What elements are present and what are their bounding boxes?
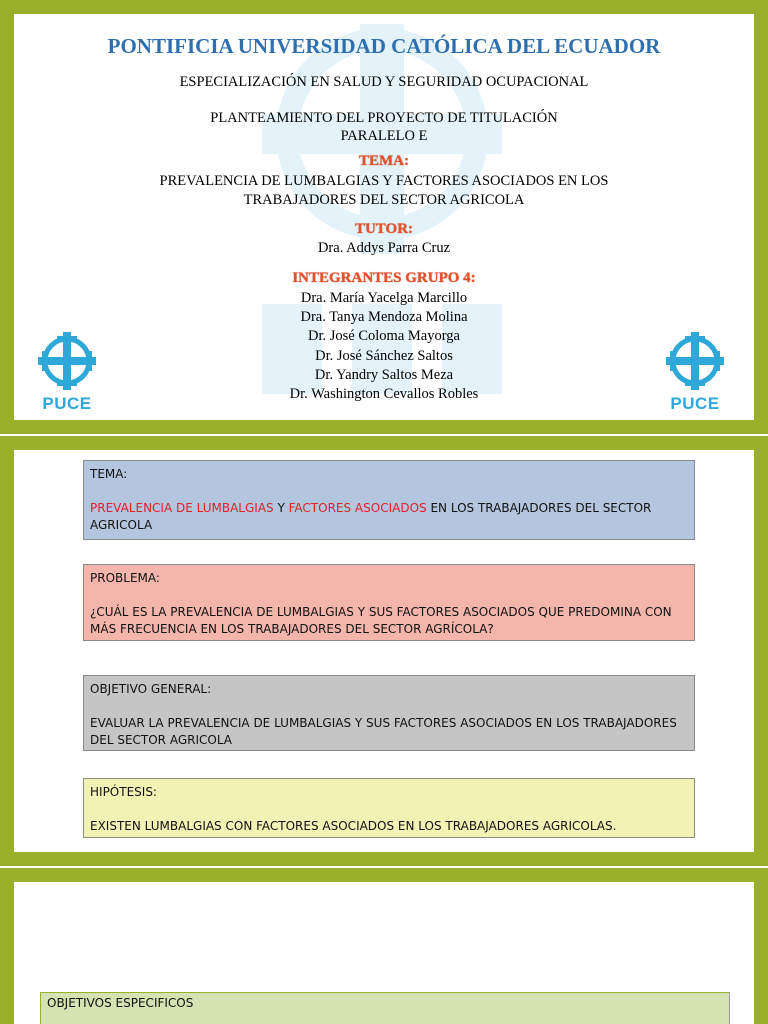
planning-line-1: PLANTEAMIENTO DEL PROYECTO DE TITULACIÓN [210,110,558,126]
problema-text: ¿CUÁL ES LA PREVALENCIA DE LUMBALGIAS Y SUS FACTORES ASOCIADOS QUE PREDOMINA CON MÁS FRECUENCIA EN LOS TRABAJADORES DEL SECTOR AGRÍCOLA? [90,605,672,636]
tutor-name: Dra. Addys Parra Cruz [317,240,451,256]
member-item: Dr. José Sánchez Saltos [315,347,453,364]
objetivos-especificos-label: OBJETIVOS ESPECIFICOS [47,996,194,1010]
tema-line-1: PREVALENCIA DE LUMBALGIAS Y FACTORES ASOCIADOS EN LOS [159,173,609,189]
member-item: Dr. Washington Cevallos Robles [289,386,479,403]
tutor-label: TUTOR: [354,221,414,237]
member-item: Dr. José Coloma Mayorga [308,328,460,345]
summary-slide-content [14,450,754,852]
members-label: INTEGRANTES GRUPO 4: [292,270,476,286]
tema-box [83,460,695,540]
puce-logo-text: PUCE [670,394,720,413]
tema-highlight-lumbalgias: PREVALENCIA DE LUMBALGIAS [90,501,274,515]
puce-logo-text: PUCE [42,394,92,413]
members-list [14,289,754,404]
title-slide [0,0,768,434]
objectives-slide [0,866,768,1024]
objectives-slide-content [14,882,754,1024]
planning-block [14,109,754,145]
tema-connector: Y [273,501,289,515]
problema-label: PROBLEMA: [90,571,160,585]
title-slide-content [14,14,754,420]
puce-emblem-icon [663,330,727,392]
summary-slide [0,434,768,866]
tema-box-text [90,500,688,534]
member-item: Dra. María Yacelga Marcillo [300,290,468,306]
tema-box-label: TEMA: [90,467,128,481]
puce-emblem-icon [35,330,99,392]
tema-label: TEMA: [359,153,409,169]
specialization-line: ESPECIALIZACIÓN EN SALUD Y SEGURIDAD OCUPACIONAL [179,74,589,90]
objetivo-label: OBJETIVO GENERAL: [90,682,212,696]
objetivo-text: EVALUAR LA PREVALENCIA DE LUMBALGIAS Y SUS FACTORES ASOCIADOS EN LOS TRABAJADORES DEL SECTOR AGRICOLA [90,716,677,747]
tema-text [14,172,754,210]
hipotesis-box [83,778,695,838]
tema-line-2: TRABAJADORES DEL SECTOR AGRICOLA [243,192,525,208]
member-item: Dra. Tanya Mendoza Molina [300,309,468,326]
tema-rest: EN LOS TRABAJADORES DEL SECTOR AGRICOLA [90,501,652,532]
university-title: PONTIFICIA UNIVERSIDAD CATÓLICA DEL ECUADOR [107,34,661,58]
objetivos-especificos-box [40,992,730,1024]
hipotesis-text: EXISTEN LUMBALGIAS CON FACTORES ASOCIADOS EN LOS TRABAJADORES AGRICOLAS. [90,819,617,833]
tema-highlight-factores: FACTORES ASOCIADOS [288,501,427,515]
planning-line-2: PARALELO E [340,128,428,144]
member-item: Dr. Yandry Saltos Meza [314,366,454,383]
hipotesis-label: HIPÓTESIS: [90,785,157,799]
objetivo-box [83,675,695,751]
problema-box [83,564,695,641]
puce-logo-left [35,330,99,414]
puce-logo-right [663,330,727,414]
